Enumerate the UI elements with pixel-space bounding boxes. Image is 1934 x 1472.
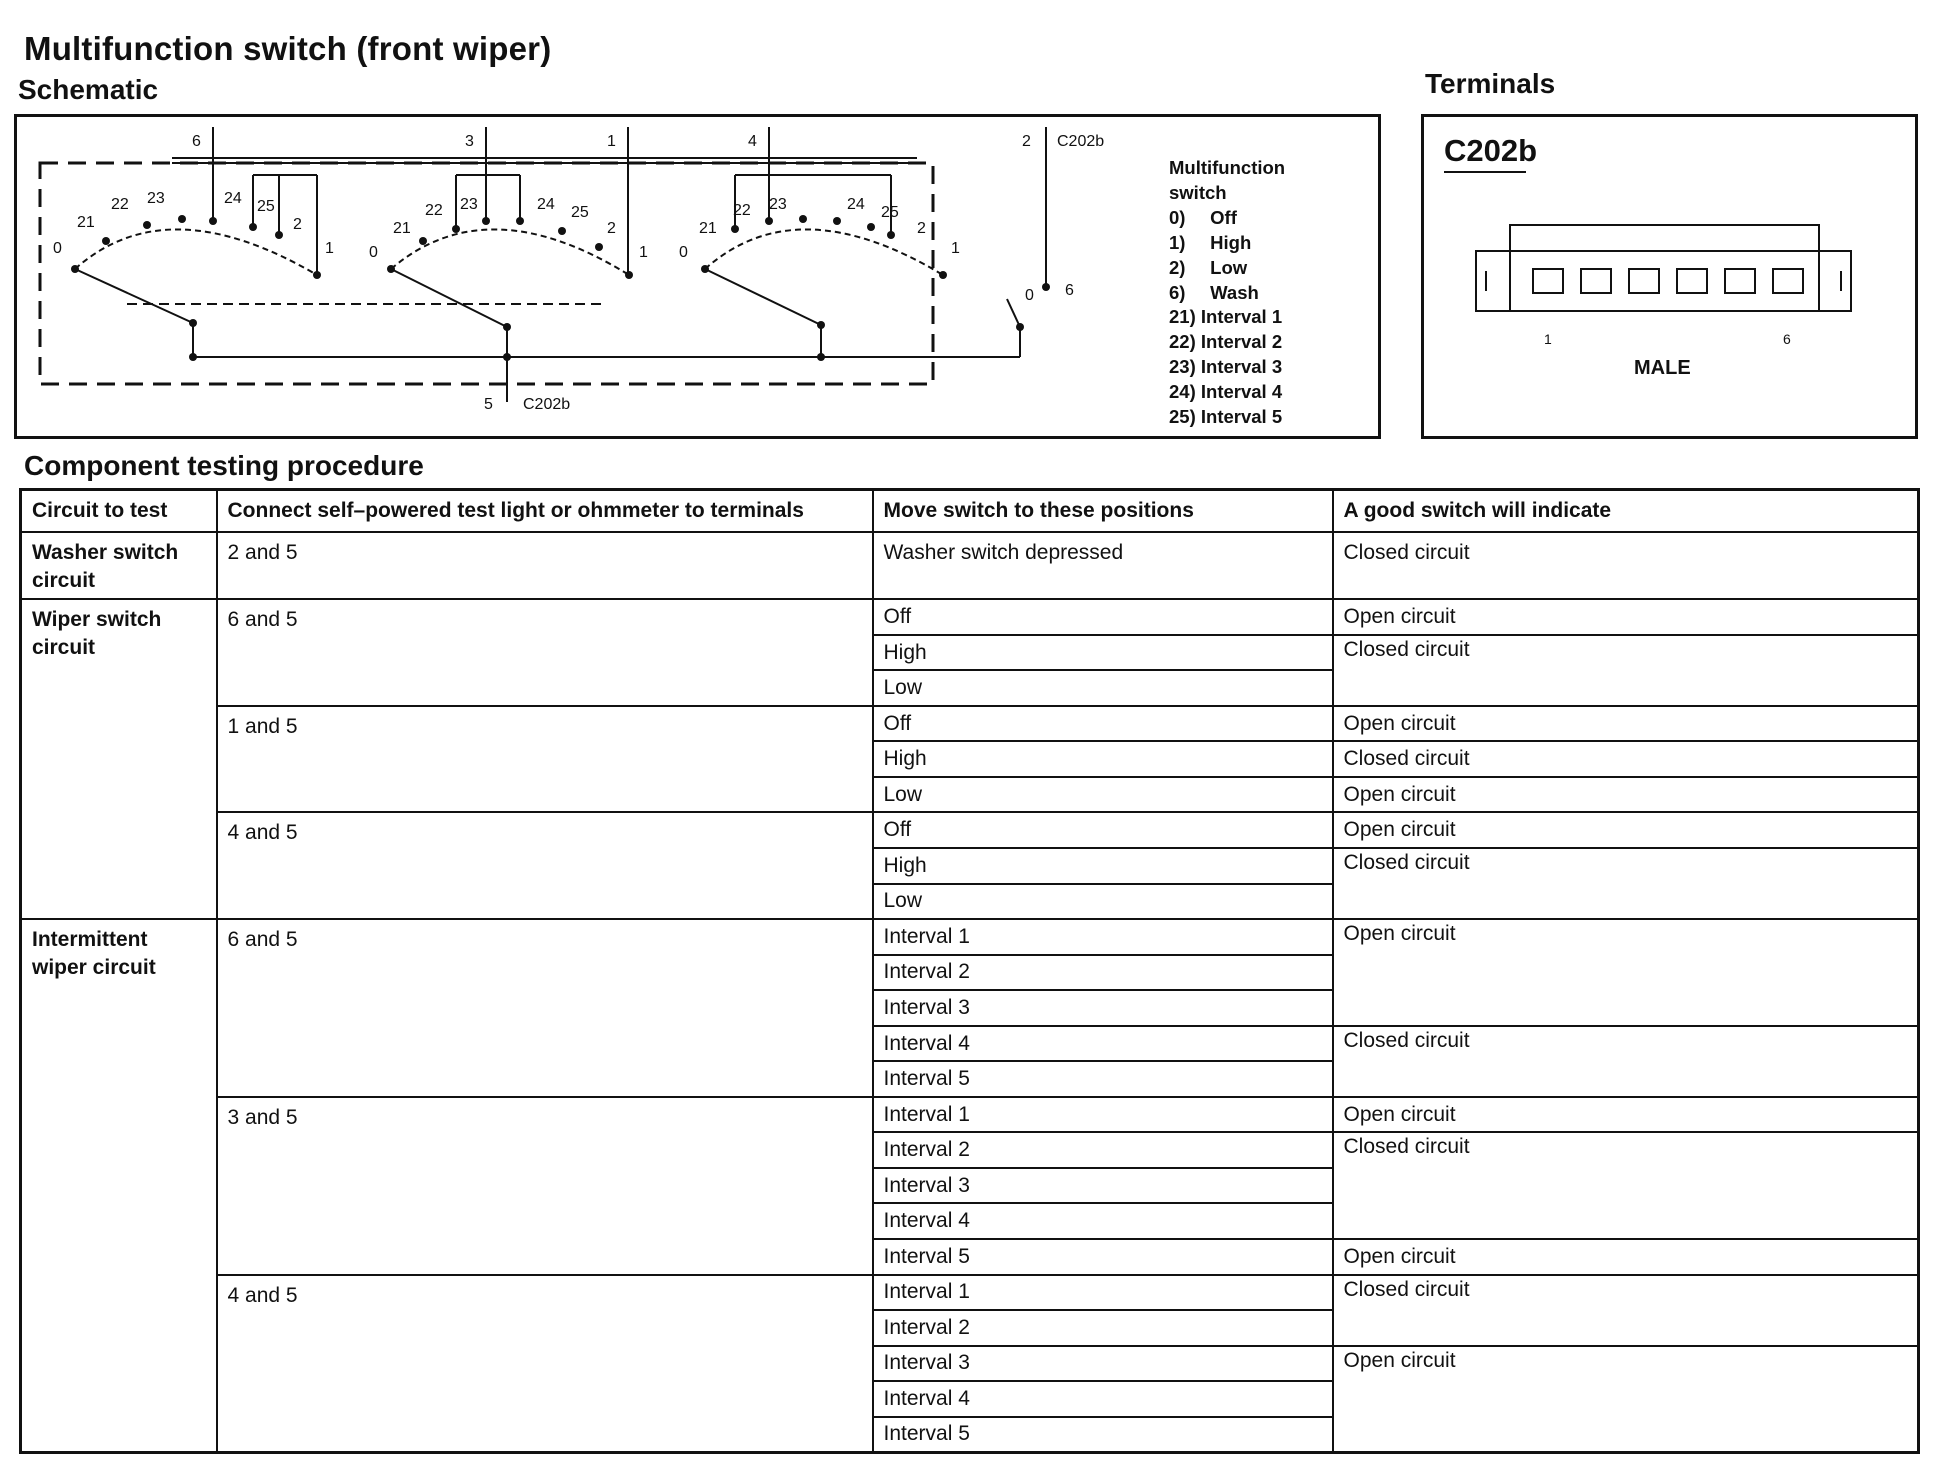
switch-position: Interval 1 <box>873 1097 1333 1133</box>
terminal-3-label: 3 <box>465 133 474 150</box>
legend-item: 2) Low <box>1169 256 1248 278</box>
expected-result: Open circuit <box>1333 777 1919 813</box>
connector-gender: MALE <box>1634 357 1691 379</box>
pin-6-label: 6 <box>1783 331 1791 347</box>
terminal-5-label: 5 <box>484 396 493 413</box>
switch-position: Interval 4 <box>873 1026 1333 1062</box>
col-header: Connect self–powered test light or ohmmeter to terminals <box>217 490 873 533</box>
switch-position: Off <box>873 812 1333 848</box>
terminals-panel <box>1421 114 1918 439</box>
switch-position: Low <box>873 670 1333 706</box>
page-title: Multifunction switch (front wiper) <box>24 30 552 67</box>
circuit-name: Washer switch circuit <box>21 532 217 599</box>
expected-result: Open circuit <box>1333 1239 1919 1275</box>
arc-label-0-c: 0 <box>679 244 688 261</box>
connector-face-diagram <box>1424 117 1915 436</box>
terminal-6-label: 6 <box>192 133 201 150</box>
switch-position: Interval 1 <box>873 919 1333 955</box>
col-header: A good switch will indicate <box>1333 490 1919 533</box>
schematic-panel <box>14 114 1381 439</box>
wash-contact-0: 0 <box>1025 287 1034 304</box>
switch-position: Interval 4 <box>873 1203 1333 1239</box>
switch-position: Low <box>873 884 1333 920</box>
arc-label-1-b: 1 <box>639 244 648 261</box>
arc-label-23-c: 23 <box>769 196 787 213</box>
expected-result: Closed circuit <box>1333 848 1919 919</box>
terminal-pair: 6 and 5 <box>217 599 873 706</box>
arc-label-25-b: 25 <box>571 204 589 221</box>
switch-position: Interval 5 <box>873 1417 1333 1453</box>
expected-result: Open circuit <box>1333 706 1919 742</box>
arc-label-24: 24 <box>224 190 242 207</box>
terminal-pair: 6 and 5 <box>217 919 873 1097</box>
arc-label-22: 22 <box>111 196 129 213</box>
legend-item: 1) High <box>1169 231 1252 253</box>
expected-result: Open circuit <box>1333 1346 1919 1453</box>
arc-label-21-c: 21 <box>699 220 717 237</box>
connector-label-top: C202b <box>1057 133 1105 150</box>
pin-1-label: 1 <box>1544 331 1552 347</box>
arc-label-25: 25 <box>257 198 275 215</box>
col-header: Move switch to these positions <box>873 490 1333 533</box>
legend-item: 23) Interval 3 <box>1169 356 1283 378</box>
legend-item: 25) Interval 5 <box>1169 406 1283 428</box>
terminal-pair: 4 and 5 <box>217 1275 873 1453</box>
arc-label-2: 2 <box>293 216 302 233</box>
switch-position: High <box>873 741 1333 777</box>
expected-result: Closed circuit <box>1333 532 1919 599</box>
switch-position: Interval 2 <box>873 1310 1333 1346</box>
arc-label-2-c: 2 <box>917 220 926 237</box>
legend-item: 22) Interval 2 <box>1169 331 1283 353</box>
switch-position: High <box>873 635 1333 671</box>
schematic-heading: Schematic <box>18 74 159 105</box>
connector-name: C202b <box>1444 133 1538 168</box>
col-header: Circuit to test <box>21 490 217 533</box>
switch-position: Interval 2 <box>873 1132 1333 1168</box>
switch-position: High <box>873 848 1333 884</box>
arc-label-24-b: 24 <box>537 196 555 213</box>
switch-position: Interval 4 <box>873 1381 1333 1417</box>
expected-result: Open circuit <box>1333 812 1919 848</box>
terminals-heading: Terminals <box>1425 68 1556 99</box>
arc-label-25-c: 25 <box>881 204 899 221</box>
switch-position: Washer switch depressed <box>873 532 1333 599</box>
expected-result: Closed circuit <box>1333 1132 1919 1239</box>
expected-result: Open circuit <box>1333 599 1919 635</box>
terminal-pair: 2 and 5 <box>217 532 873 599</box>
switch-position: Interval 2 <box>873 955 1333 991</box>
switch-position: Off <box>873 599 1333 635</box>
terminal-4-label: 4 <box>748 133 757 150</box>
arc-label-1: 1 <box>325 240 334 257</box>
wash-contact-6: 6 <box>1065 282 1074 299</box>
component-testing-table <box>19 488 1920 1454</box>
legend-title-2: switch <box>1169 181 1227 203</box>
expected-result: Closed circuit <box>1333 741 1919 777</box>
terminal-pair: 4 and 5 <box>217 812 873 919</box>
arc-label-0-b: 0 <box>369 244 378 261</box>
arc-label-22-c: 22 <box>733 202 751 219</box>
arc-label-24-c: 24 <box>847 196 865 213</box>
legend-item: 6) Wash <box>1169 281 1259 303</box>
expected-result: Open circuit <box>1333 1097 1919 1133</box>
connector-label-bottom: C202b <box>523 396 571 413</box>
switch-position: Interval 1 <box>873 1275 1333 1311</box>
switch-legend <box>1169 156 1285 430</box>
arc-label-22-b: 22 <box>425 202 443 219</box>
circuit-name: Intermittent wiper circuit <box>21 919 217 1452</box>
switch-position: Interval 5 <box>873 1061 1333 1097</box>
procedure-heading: Component testing procedure <box>24 450 424 481</box>
legend-item: 24) Interval 4 <box>1169 381 1283 403</box>
switch-position: Off <box>873 706 1333 742</box>
switch-position: Interval 3 <box>873 990 1333 1026</box>
switch-position: Interval 5 <box>873 1239 1333 1275</box>
circuit-name: Wiper switch circuit <box>21 599 217 919</box>
arc-label-21: 21 <box>77 214 95 231</box>
switch-position: Low <box>873 777 1333 813</box>
switch-position: Interval 3 <box>873 1168 1333 1204</box>
arc-label-23-b: 23 <box>460 196 478 213</box>
terminal-pair: 1 and 5 <box>217 706 873 813</box>
arc-label-23: 23 <box>147 190 165 207</box>
terminal-pair: 3 and 5 <box>217 1097 873 1275</box>
legend-item: 0) Off <box>1169 206 1237 228</box>
terminal-1-label: 1 <box>607 133 616 150</box>
legend-title-1: Multifunction <box>1169 157 1286 178</box>
expected-result: Closed circuit <box>1333 1275 1919 1346</box>
expected-result: Open circuit <box>1333 919 1919 1026</box>
expected-result: Closed circuit <box>1333 635 1919 706</box>
arc-label-2-b: 2 <box>607 220 616 237</box>
arc-label-0: 0 <box>53 240 62 257</box>
expected-result: Closed circuit <box>1333 1026 1919 1097</box>
arc-label-1-c: 1 <box>951 240 960 257</box>
switch-position: Interval 3 <box>873 1346 1333 1382</box>
legend-item: 21) Interval 1 <box>1169 306 1283 328</box>
arc-label-21-b: 21 <box>393 220 411 237</box>
terminal-2-label: 2 <box>1022 133 1031 150</box>
